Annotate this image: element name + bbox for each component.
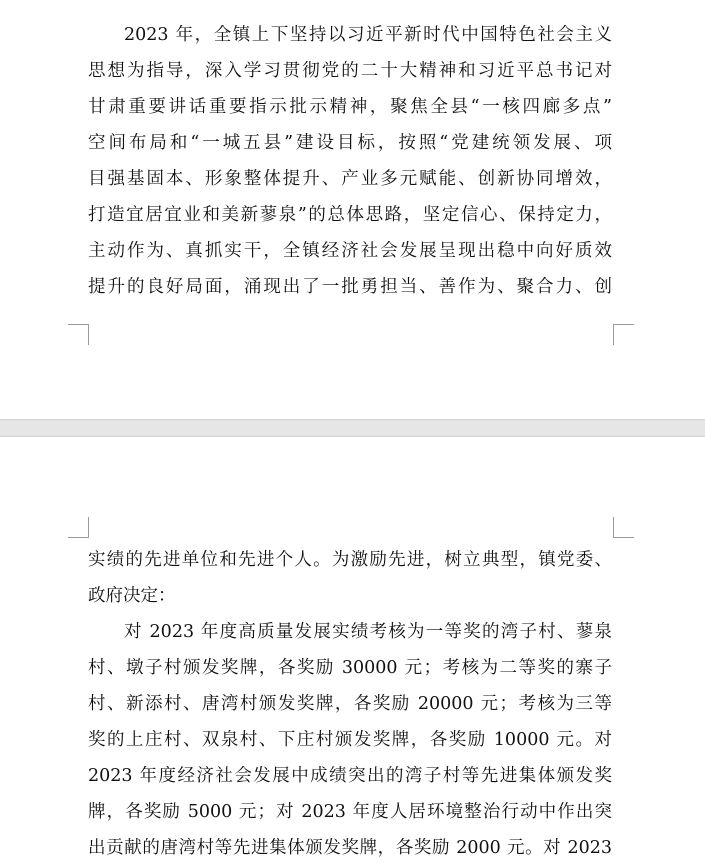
document-page-2 bbox=[0, 437, 705, 863]
document-page-1 bbox=[0, 0, 705, 419]
paragraph-line: 实绩的先进单位和先进个人。为激励先进，树立典型，镇党委、 bbox=[88, 550, 612, 570]
paragraph-line: 提升的良好局面，涌现出了一批勇担当、善作为、聚合力、创 bbox=[88, 277, 612, 297]
paragraph-line: 思想为指导，深入学习贯彻党的二十大精神和习近平总书记对 bbox=[88, 61, 612, 81]
paragraph-line: 2023 年，全镇上下坚持以习近平新时代中国特色社会主义 bbox=[124, 25, 612, 45]
paragraph-line: 牌，各奖励 5000 元；对 2023 年度人居环境整治行动中作出突 bbox=[88, 802, 612, 822]
paragraph-line: 奖的上庄村、双泉村、下庄村颁发奖牌，各奖励 10000 元。对 bbox=[88, 730, 612, 750]
paragraph-line: 目强基固本、形象整体提升、产业多元赋能、创新协同增效， bbox=[88, 169, 612, 189]
margin-corner-bottom-right bbox=[613, 324, 634, 345]
margin-corner-top-right bbox=[613, 517, 634, 538]
paragraph-line: 村、墩子村颁发奖牌，各奖励 30000 元；考核为二等奖的寨子 bbox=[88, 658, 612, 678]
paragraph-line: 出贡献的唐湾村等先进集体颁发奖牌，各奖励 2000 元。对 2023 bbox=[88, 838, 612, 858]
margin-corner-top-left bbox=[68, 517, 89, 538]
page-break-gap bbox=[0, 419, 705, 437]
paragraph-line: 打造宜居宜业和美新蓼泉”的总体思路，坚定信心、保持定力， bbox=[88, 205, 612, 225]
paragraph-line: 主动作为、真抓实干，全镇经济社会发展呈现出稳中向好质效 bbox=[88, 241, 612, 261]
paragraph-line: 村、新添村、唐湾村颁发奖牌，各奖励 20000 元；考核为三等 bbox=[88, 694, 612, 714]
paragraph-line: 2023 年度经济社会发展中成绩突出的湾子村等先进集体颁发奖 bbox=[88, 766, 612, 786]
margin-corner-bottom-left bbox=[68, 324, 89, 345]
paragraph-line: 甘肃重要讲话重要指示批示精神，聚焦全县“一核四廊多点” bbox=[88, 97, 612, 117]
paragraph-line: 空间布局和“一城五县”建设目标，按照“党建统领发展、项 bbox=[88, 133, 612, 153]
paragraph-line: 政府决定： bbox=[88, 586, 176, 606]
paragraph-line: 对 2023 年度高质量发展实绩考核为一等奖的湾子村、蓼泉 bbox=[124, 622, 612, 642]
